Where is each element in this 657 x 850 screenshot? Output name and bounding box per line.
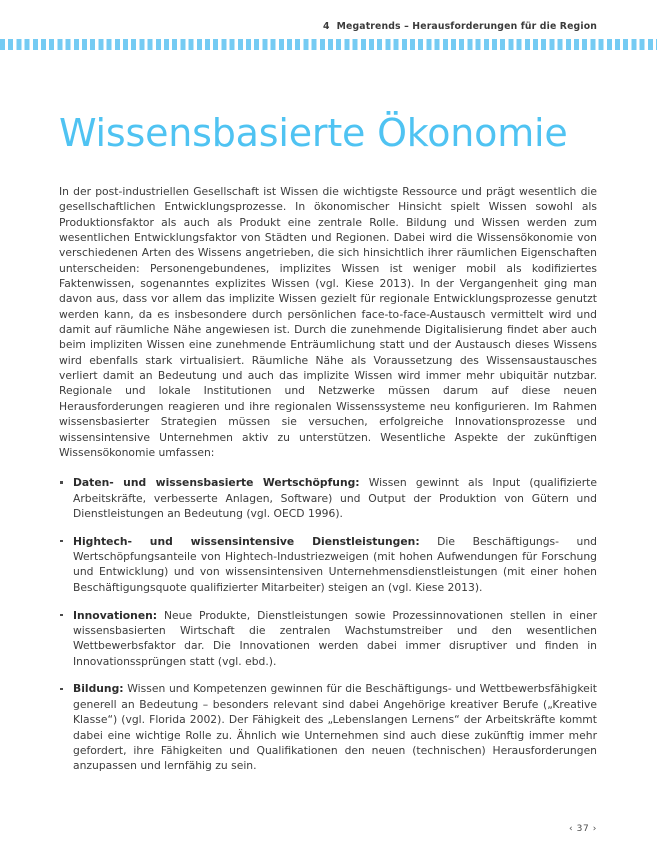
bullet-dot-icon [60, 688, 63, 691]
list-item-lead: Daten- und wissensbasierte Wertschöpfung: [73, 476, 360, 490]
dashed-rule-divider [0, 39, 657, 50]
list-item-text: Neue Produkte, Dienstleistungen sowie Prozessinnovationen stellen in einer wissensbasierten Wirtschaft die zentralen Wachstumstreiber und den wesentlichen Wettbewerbsfaktor dar. Die Innovationen werden dabei immer disruptiver und finden in Innovationssprüngen statt (vgl. ebd.). [73, 608, 597, 668]
list-item [59, 475, 597, 521]
page-number-marker: ‹ 37 › [569, 824, 597, 834]
running-head [323, 21, 597, 32]
article-body [59, 184, 597, 774]
list-item [59, 608, 597, 669]
bullet-dot-icon [60, 481, 63, 484]
bullet-dot-icon [60, 614, 63, 617]
aspects-list [59, 475, 597, 773]
bullet-dot-icon [60, 540, 63, 543]
running-head-chapter-number: 4 [322, 21, 330, 32]
list-item-text: Die Beschäftigungs- und Wertschöpfungsanteile von Hightech-Industriezweigen (mit hohen Aufwendungen für Forschung und Entwicklung) und von wissensintensiven Unternehmensdienstleistungen (mit einer hohen Beschäftigungsquote qualifizierter Mitarbeiter) steigen an (vgl. Kiese 2013). [73, 534, 598, 594]
list-item-text: Wissen und Kompetenzen gewinnen für die Beschäftigungs- und Wettbewerbsfähigkeit generell an Bedeutung – besonders relevant sind dabei Angehörige kreativer Berufe („Kreative Klasse“) (vgl. Florida 2002). Der Fähigkeit des „Lebenslangen Lernens“ der Arbeitskräfte kommt dabei eine wichtige Rolle zu. Ähnlich wie Unternehmen sind auch diese zukünftig immer mehr gefordert, ihre Fähigkeiten und Qualifikationen den neuen (technischen) Herausforderungen anzupassen und lernfähig zu sein. [73, 682, 597, 773]
list-item-lead: Innovationen: [73, 608, 158, 622]
list-item-lead: Hightech- und wissensintensive Dienstleistungen: [73, 534, 420, 548]
list-item-text: Wissen gewinnt als Input (qualifizierte Arbeitskräfte, verbesserte Anlagen, Software) und Output der Produktion von Gütern und Dienstleistungen an Bedeutung (vgl. OECD 1996). [73, 476, 597, 520]
list-item-lead: Bildung: [73, 682, 124, 696]
page-title: Wissensbasierte Ökonomie [59, 111, 568, 155]
intro-paragraph: In der post-industriellen Gesellschaft ist Wissen die wichtigste Ressource und prägt wesentlich die gesellschaftlichen Entwicklungsprozesse. In ökonomischer Hinsicht spielt Wissen sowohl als Produktionsfaktor als auch als Produkt eine zentrale Rolle. Bildung und Wissen werden zum wesentlichen Entwicklungsfaktor von Städten und Regionen. Dabei wird die Wissensökonomie von verschiedenen Arten des Wissens angetrieben, die sich hinsichtlich ihrer räumlichen Eigenschaften unterscheiden: Personengebundenes, implizites Wissen ist weniger mobil als kodifiziertes Faktenwissen, sogenanntes explizites Wissen (vgl. Kiese 2013). In der Vergangenheit ging man davon aus, dass vor allem das implizite Wissen gezielt für regionale Entwicklungsprozesse genutzt werden kann, da es insbesondere durch persönlichen face-to-face-Austausch vermittelt wird und damit auf räumliche Nähe angewiesen ist. Durch die zunehmende Digitalisierung findet aber auch beim impliziten Wissen eine zunehmende Enträumlichung statt und der Austausch dieses Wissens wird ebenfalls stark virtualisiert. Räumliche Nähe als Voraussetzung des Wissensaustausches verliert damit an Bedeutung und auch das implizite Wissen wird immer mehr ubiquitär nutzbar. Regionale und lokale Institutionen und Netzwerke müssen darum auf diese neuen Herausforderungen reagieren und ihre regionalen Wissenssysteme neu konfigurieren. Im Rahmen wissensbasierter Strategien müssen sie versuchen, erfolgreiche Innovationsprozesse und wissensintensive Unternehmen aktiv zu unterstützen. Wesentliche Aspekte der zukünftigen Wissensökonomie umfassen: [59, 185, 597, 459]
list-item [59, 681, 597, 773]
list-item [59, 534, 597, 595]
running-head-chapter-title: Megatrends – Herausforderungen für die Region [336, 21, 597, 32]
dashed-rule-pattern [0, 39, 657, 50]
